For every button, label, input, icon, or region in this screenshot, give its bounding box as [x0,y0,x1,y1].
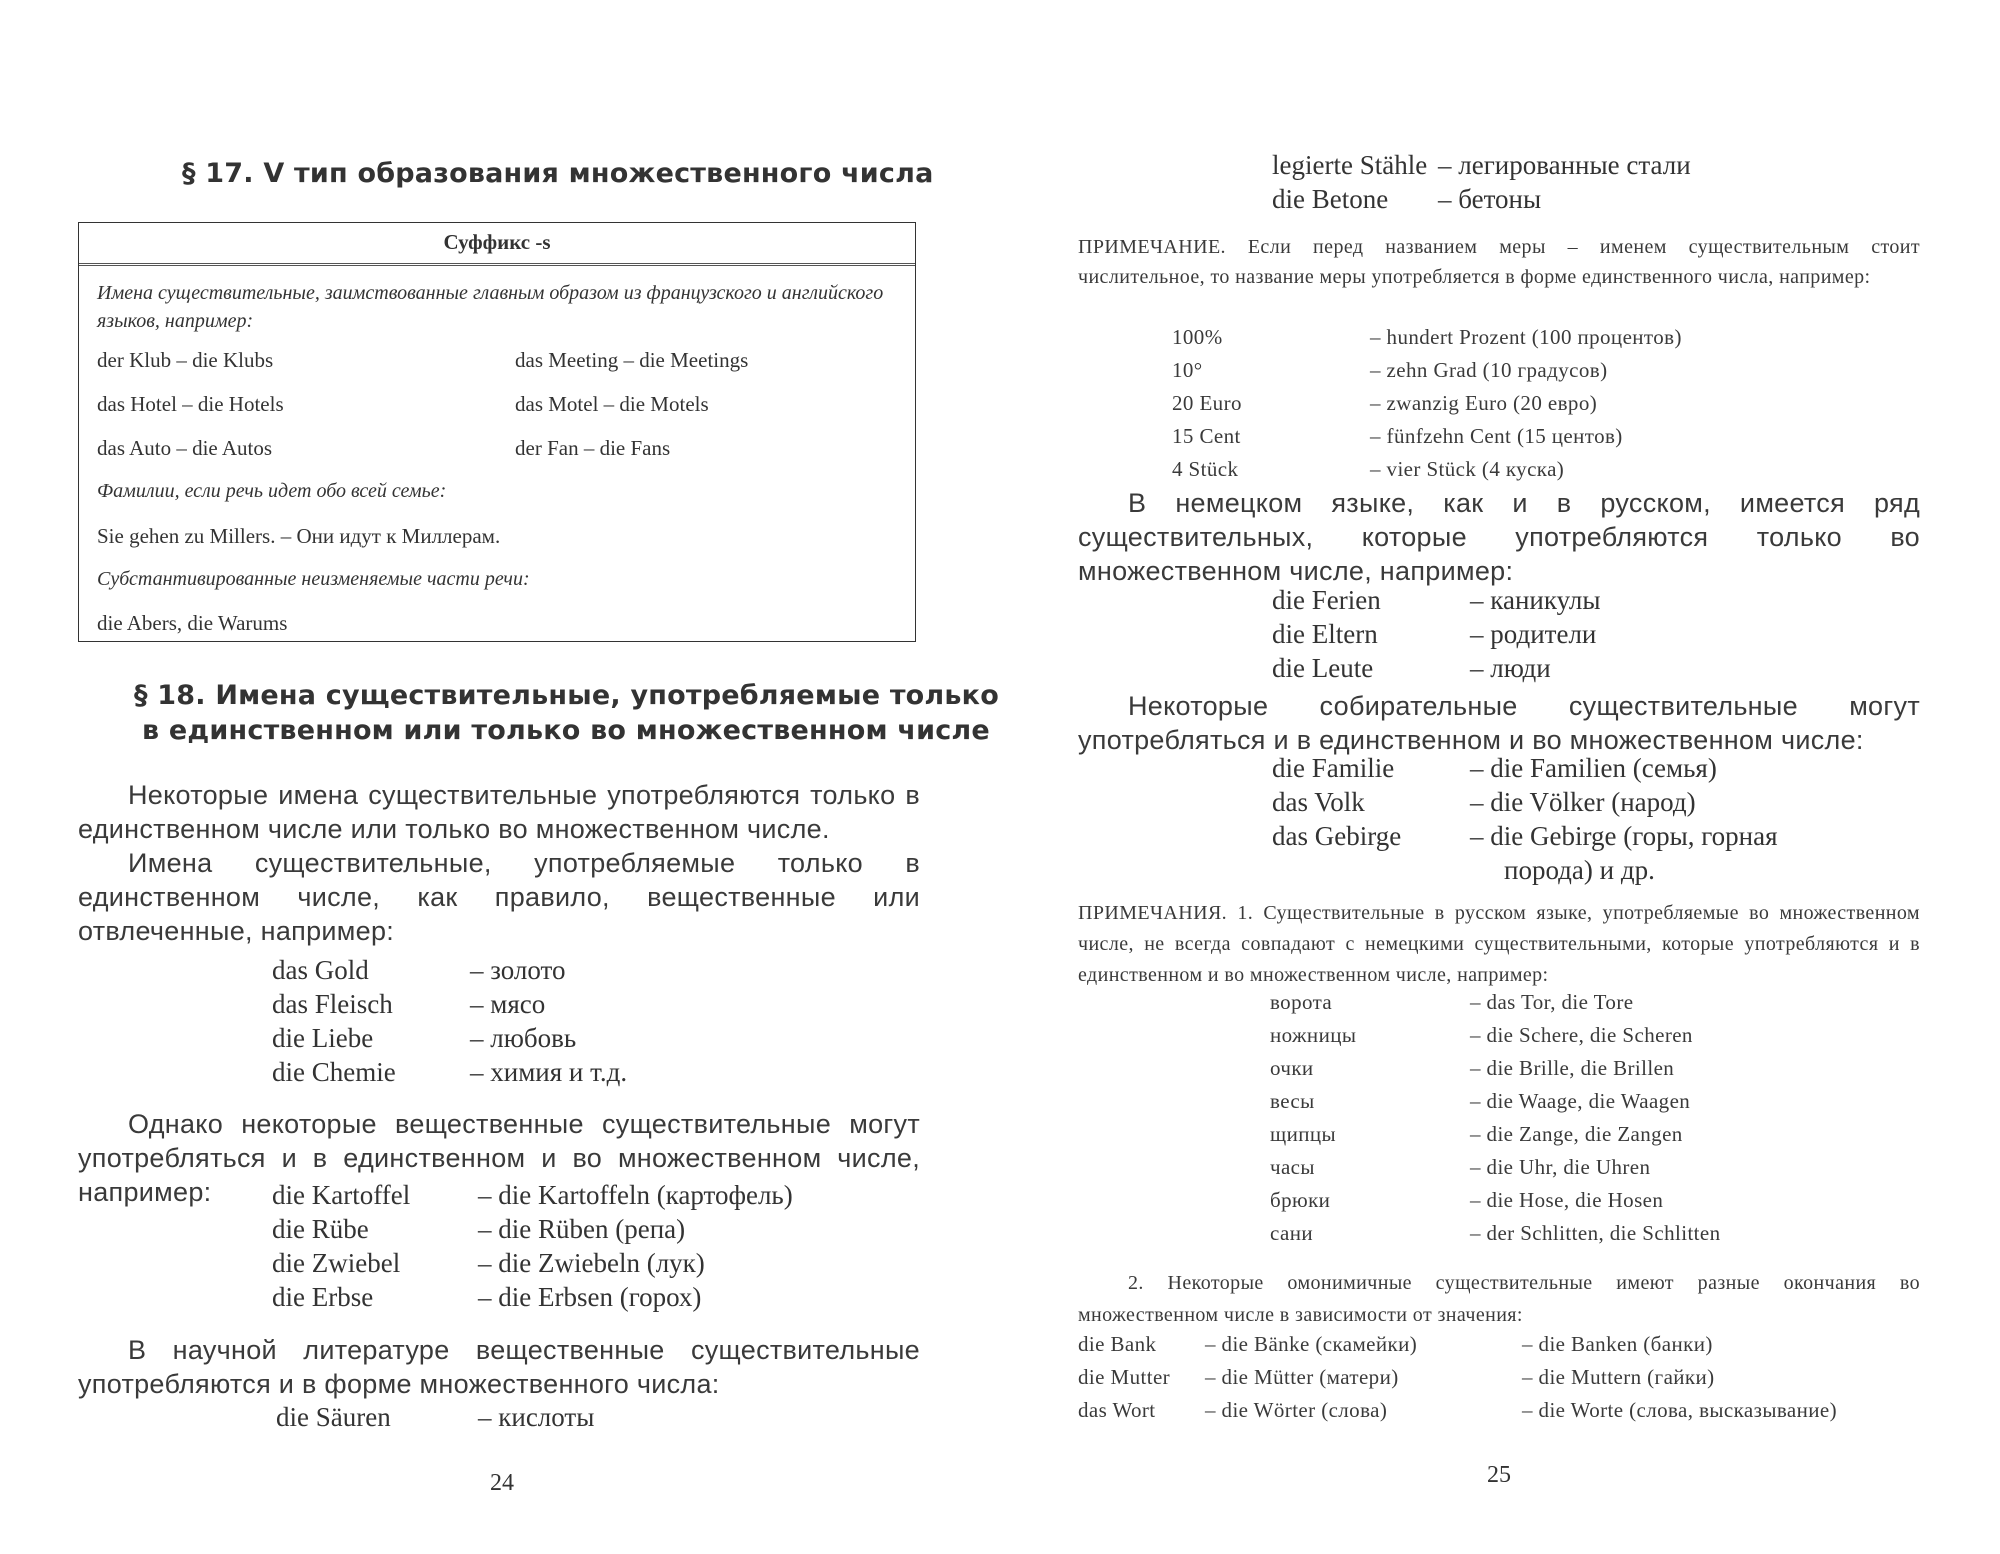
homonym-plural-1: – die Bänke (скамейки) [1205,1332,1418,1356]
paragraph: Однако некоторые вещественные существительные могут употребляться и в единственном и во множественном числе, например: [78,1109,920,1207]
measure-translation: – zehn Grad (10 градусов) [1370,358,1608,382]
list-term: die Liebe [272,1023,374,1053]
measure-translation: – hundert Prozent (100 процентов) [1370,325,1682,349]
de-translation: – das Tor, die Tore [1470,990,1634,1014]
measure-translation: – vier Stück (4 куска) [1370,457,1565,481]
paragraph: Некоторые собирательные существительные могут употребляться и в единственном и во множественном числе: [1078,691,1920,755]
family-example: Sie gehen zu Millers. – Они идут к Миллерам. [97,524,501,548]
de-translation: – die Hose, die Hosen [1470,1188,1664,1212]
table-header: Суффикс -s [443,230,551,254]
list-translation: – родители [1470,619,1597,649]
list-term: die Chemie [272,1057,396,1087]
homonym-plural-2: – die Worte (слова, высказывание) [1522,1398,1837,1422]
de-translation: – die Schere, die Scheren [1470,1023,1693,1047]
measure-translation: – fünfzehn Cent (15 центов) [1370,424,1623,448]
list-translation: – химия и т.д. [470,1057,628,1087]
list-translation: – die Zwiebeln (лук) [478,1248,705,1278]
list-term: die Eltern [1272,619,1378,649]
notes-intro: ПРИМЕЧАНИЯ. 1. Существительные в русском языке, употребляемые во множественном числе, не всегда совпадают с немецкими существительными, которые употребляются и в единственном и во множественном числе, например: [1078,902,1920,986]
ru-term: брюки [1270,1188,1331,1212]
homonym-term: die Mutter [1078,1365,1171,1389]
note-measure: ПРИМЕЧАНИЕ. Если перед названием меры – именем существительным стоит числительное, то название меры употребляется в форме единственного числа, например: [1078,236,1920,288]
list-translation: – бетоны [1438,184,1542,214]
de-translation: – die Uhr, die Uhren [1470,1155,1651,1179]
note-homonyms: 2. Некоторые омонимичные существительные имеют разные окончания во множественном числе в зависимости от значения: [1078,1272,1920,1326]
page-number-left: 24 [490,1470,514,1496]
de-translation: – die Brille, die Brillen [1470,1056,1675,1080]
family-label: Фамилии, если речь идет обо всей семье: [97,480,447,502]
ru-term: ворота [1270,990,1333,1014]
ru-term: весы [1270,1089,1315,1113]
list-translation: – die Völker (народ) [1470,787,1696,817]
ru-term: сани [1270,1221,1313,1245]
table-cell: das Auto – die Autos [97,436,273,460]
ru-term: часы [1270,1155,1315,1179]
measure-value: 20 Euro [1172,391,1242,415]
list-term: das Gold [272,955,369,985]
page-number-right: 25 [1487,1462,1511,1488]
homonym-term: die Bank [1078,1332,1157,1356]
right-page [1000,0,2000,1554]
list-term: die Leute [1272,653,1374,683]
table-cell: das Meeting – die Meetings [515,348,749,372]
ru-term: щипцы [1270,1122,1336,1146]
list-translation: – кислоты [478,1402,595,1432]
measure-translation: – zwanzig Euro (20 евро) [1370,391,1598,415]
list-translation: – die Gebirge (горы, горная [1470,821,1778,851]
list-term: die Kartoffel [272,1180,411,1210]
list-translation: – die Familien (семья) [1470,753,1717,783]
list-term: die Säuren [276,1402,391,1432]
ru-term: ножницы [1270,1023,1357,1047]
list-term: legierte Stähle [1272,150,1428,180]
list-term: das Gebirge [1272,821,1402,851]
list-term: die Betone [1272,184,1389,214]
homonym-plural-2: – die Banken (банки) [1522,1332,1713,1356]
table-intro: Имена существительные, заимствованные главным образом из французского и английского языков, например: [97,282,884,332]
de-translation: – der Schlitten, die Schlitten [1470,1221,1721,1245]
subst-label: Субстантивированные неизменяемые части речи: [97,568,530,590]
list-term: das Volk [1272,787,1365,817]
homonym-plural-1: – die Wörter (слова) [1205,1398,1388,1422]
list-translation: – die Erbsen (горох) [478,1282,702,1312]
list-translation: – die Rüben (репа) [478,1214,686,1244]
de-translation: – die Waage, die Waagen [1470,1089,1691,1113]
list-translation: – легированные стали [1438,150,1691,180]
list-translation: – мясо [470,989,546,1019]
table-cell: das Motel – die Motels [515,392,709,416]
subst-example: die Abers, die Warums [97,611,288,635]
paragraph: Некоторые имена существительные употребляются только в единственном числе или только во множественном числе. [78,780,920,844]
list-term: die Rübe [272,1214,369,1244]
paragraph: Имена существительные, употребляемые только в единственном числе, как правило, вещественные или отвлеченные, например: [78,848,920,946]
list-term: das Fleisch [272,989,393,1019]
list-term: die Zwiebel [272,1248,401,1278]
paragraph: В немецком языке, как и в русском, имеется ряд существительных, которые употребляются только во множественном числе, например: [1078,488,1920,586]
list-translation: – каникулы [1470,585,1601,615]
measure-value: 10° [1172,358,1203,382]
de-translation: – die Zange, die Zangen [1470,1122,1683,1146]
paragraph: В научной литературе вещественные существительные употребляются и в форме множественного числа: [78,1335,920,1399]
table-cell: der Klub – die Klubs [97,348,274,372]
homonym-term: das Wort [1078,1398,1156,1422]
measure-value: 15 Cent [1172,424,1241,448]
table-cell: der Fan – die Fans [515,436,671,460]
list-translation: – люди [1470,653,1551,683]
section-17-title: § 17. V тип образования множественного числа [182,158,934,189]
list-term: die Familie [1272,753,1395,783]
list-translation-continued: порода) и др. [1504,855,1655,885]
measure-value: 100% [1172,325,1223,349]
ru-term: очки [1270,1056,1314,1080]
table-cell: das Hotel – die Hotels [97,392,284,416]
section-18-title-line2: в единственном или только во множественном числе [142,715,990,746]
section-18-title-line1: § 18. Имена существительные, употребляемые только [134,680,999,711]
list-translation: – любовь [470,1023,577,1053]
list-translation: – die Kartoffeln (картофель) [478,1180,793,1210]
list-term: die Ferien [1272,585,1381,615]
measure-value: 4 Stück [1172,457,1239,481]
homonym-plural-1: – die Mütter (матери) [1205,1365,1399,1389]
list-term: die Erbse [272,1282,374,1312]
homonym-plural-2: – die Muttern (гайки) [1522,1365,1715,1389]
suffix-s-table [78,222,916,642]
list-translation: – золото [470,955,566,985]
